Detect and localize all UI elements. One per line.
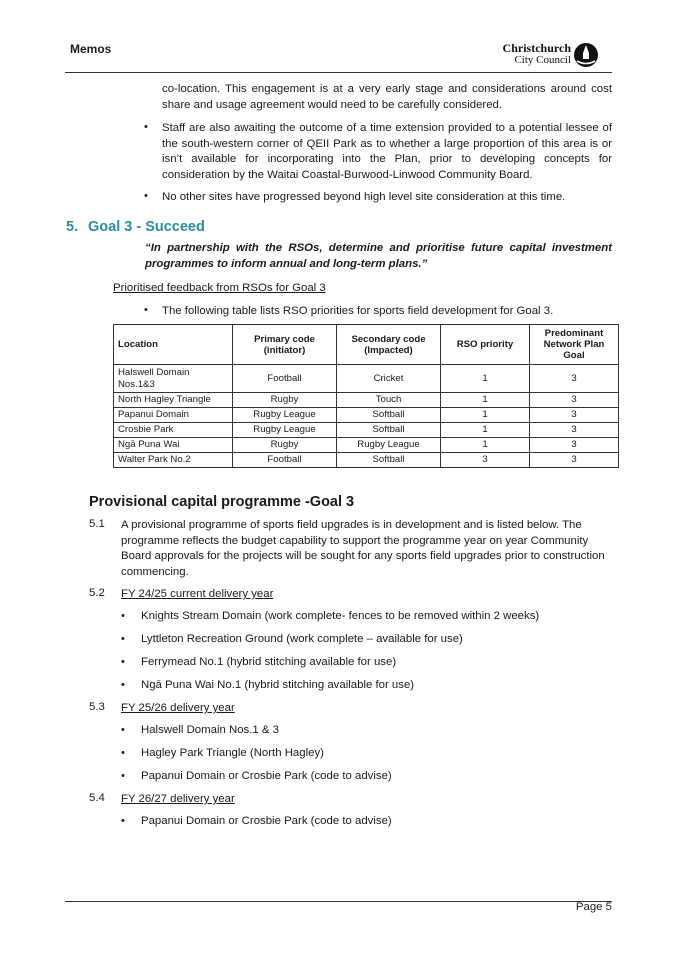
cell-primary: Football	[233, 365, 337, 393]
bullet-marker: •	[121, 679, 125, 691]
list-item: Papanui Domain or Crosbie Park (code to advise)	[141, 770, 392, 782]
footer-rule	[65, 901, 612, 902]
table-row	[114, 453, 619, 468]
bullet-marker: •	[121, 610, 125, 622]
list-item: Ferrymead No.1 (hybrid stitching available for use)	[141, 656, 397, 668]
table-row	[114, 393, 619, 408]
bullet-marker: •	[121, 724, 125, 736]
cell-primary: Rugby	[233, 393, 337, 408]
cell-primary: Football	[233, 453, 337, 468]
cell-secondary: Softball	[337, 453, 441, 468]
col-header-location: Location	[114, 325, 233, 365]
cell-priority: 1	[441, 365, 530, 393]
list-item: Papanui Domain or Crosbie Park (code to advise)	[141, 815, 392, 827]
table-row	[114, 408, 619, 423]
cell-secondary: Rugby League	[337, 438, 441, 453]
bullet-marker: •	[121, 747, 125, 759]
cell-location: North Hagley Triangle	[114, 393, 233, 408]
cell-goal: 3	[530, 365, 619, 393]
logo-line2: City Council	[514, 54, 571, 66]
para-number: 5.3	[89, 701, 105, 713]
bullet-marker: •	[121, 770, 125, 782]
col-header-rso-priority: RSO priority	[441, 325, 530, 365]
cell-priority: 1	[441, 393, 530, 408]
header-rule	[65, 72, 612, 73]
table-header-row	[114, 325, 619, 365]
list-item: Halswell Domain Nos.1 & 3	[141, 724, 280, 736]
bullet-marker: •	[144, 190, 148, 202]
logo-line1: Christchurch	[502, 41, 571, 55]
page-number: Page 5	[575, 901, 612, 913]
cell-priority: 1	[441, 408, 530, 423]
rso-priorities-table	[113, 324, 619, 468]
cell-primary: Rugby League	[233, 408, 337, 423]
para-number: 5.2	[89, 587, 105, 599]
table-row	[114, 423, 619, 438]
fy-25-26-label: FY 25/26 delivery year	[121, 702, 235, 714]
col-header-network-plan-goal: Predominant Network Plan Goal	[530, 325, 619, 365]
list-item: Ngā Puna Wai No.1 (hybrid stitching available for use)	[141, 679, 415, 691]
bullet-marker: •	[121, 656, 125, 668]
bullet-marker: •	[144, 121, 148, 133]
cell-priority: 1	[441, 438, 530, 453]
cell-priority: 1	[441, 423, 530, 438]
list-item: Hagley Park Triangle (North Hagley)	[141, 747, 324, 759]
intro-continuation: co-location. This engagement is at a very early stage and considerations around cost share and usage agreement would need to be carefully considered.	[162, 83, 612, 111]
intro-bullet-other-sites: No other sites have progressed beyond high level site consideration at this time.	[162, 191, 566, 203]
cell-priority: 3	[441, 453, 530, 468]
cell-goal: 3	[530, 438, 619, 453]
cell-primary: Rugby	[233, 438, 337, 453]
council-logo	[497, 40, 601, 70]
cell-secondary: Cricket	[337, 365, 441, 393]
cell-location: Papanui Domain	[114, 408, 233, 423]
cell-secondary: Touch	[337, 393, 441, 408]
cell-goal: 3	[530, 393, 619, 408]
para-number: 5.4	[89, 792, 105, 804]
goal-quote: “In partnership with the RSOs, determine and prioritise future capital investment programmes to inform annual and long-term plans.”	[145, 242, 612, 270]
cell-secondary: Softball	[337, 423, 441, 438]
programme-heading: Provisional capital programme -Goal 3	[89, 494, 355, 510]
table-row	[114, 365, 619, 393]
section-title: Goal 3 - Succeed	[88, 219, 205, 235]
cell-location: Crosbie Park	[114, 423, 233, 438]
cell-location: Ngā Puna Wai	[114, 438, 233, 453]
bullet-marker: •	[144, 304, 148, 316]
para-5-1-text: A provisional programme of sports field upgrades is in development and is listed below. The programme reflects the budget capability to support the programme year on year Community Board approvals for the projects will be sought for any sports field upgrades prior to construction commencing.	[121, 519, 605, 578]
list-item: Knights Stream Domain (work complete- fences to be removed within 2 weeks)	[141, 610, 540, 622]
cell-goal: 3	[530, 408, 619, 423]
cell-secondary: Softball	[337, 408, 441, 423]
list-item: Lyttleton Recreation Ground (work complete – available for use)	[141, 633, 463, 645]
cell-location: Halswell Domain Nos.1&3	[114, 365, 233, 393]
section-heading	[66, 219, 205, 235]
cell-location: Walter Park No.2	[114, 453, 233, 468]
bullet-marker: •	[121, 815, 125, 827]
fy-24-25-label: FY 24/25 current delivery year	[121, 588, 274, 600]
col-header-primary-code: Primary code (initiator)	[233, 325, 337, 365]
cell-goal: 3	[530, 453, 619, 468]
cathedral-logo-icon	[573, 42, 599, 68]
document-header-title: Memos	[70, 42, 112, 56]
bullet-marker: •	[121, 633, 125, 645]
table-row	[114, 438, 619, 453]
cell-goal: 3	[530, 423, 619, 438]
table-intro: The following table lists RSO priorities for sports field development for Goal 3.	[162, 305, 554, 317]
col-header-secondary-code: Secondary code (Impacted)	[337, 325, 441, 365]
fy-26-27-label: FY 26/27 delivery year	[121, 793, 235, 805]
para-number: 5.1	[89, 518, 105, 530]
subheading-feedback: Prioritised feedback from RSOs for Goal 3	[113, 282, 326, 294]
intro-bullet-qeii: Staff are also awaiting the outcome of a time extension provided to a potential lessee of the south-western corner of QEII Park as to whether a large proportion of this area is or isn’t available for incorporating into the Plan, prior to developing concepts for consideration by the Waitai Coastal-Burwood-Linwood Community Board.	[162, 122, 612, 181]
cell-primary: Rugby League	[233, 423, 337, 438]
section-number: 5.	[66, 219, 79, 235]
